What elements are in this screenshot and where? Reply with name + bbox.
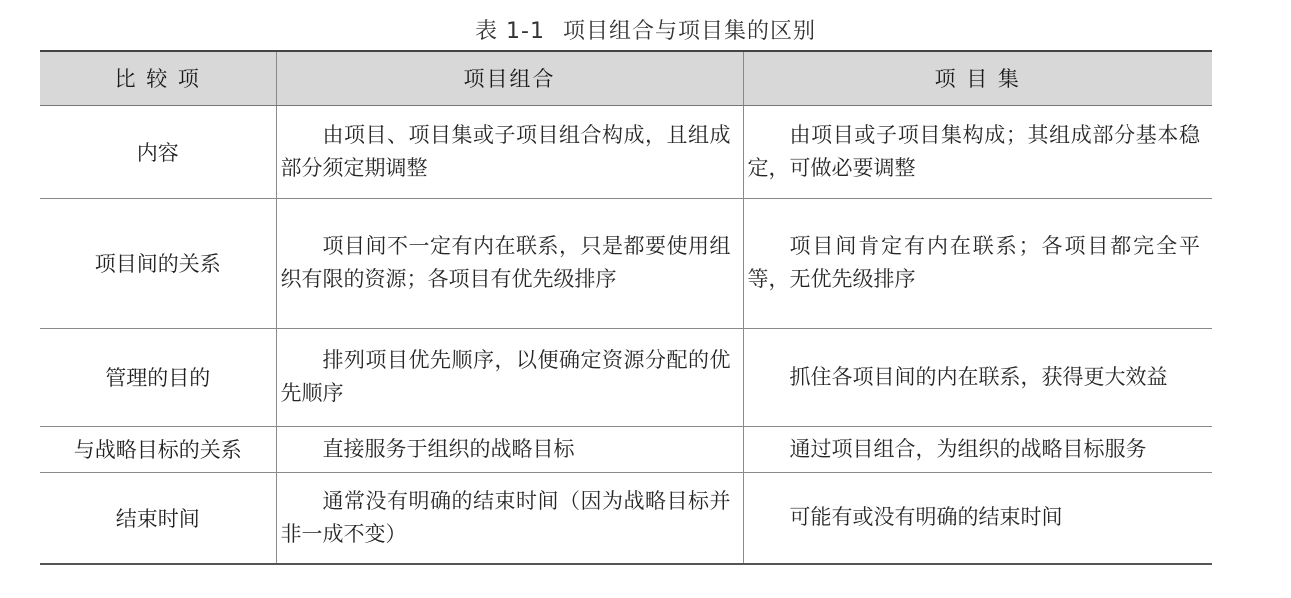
row-label: 项目间的关系 — [40, 198, 276, 328]
program-cell: 由项目或子项目集构成；其组成部分基本稳定，可做必要调整 — [743, 105, 1212, 198]
table-row — [40, 472, 1212, 564]
portfolio-cell: 由项目、项目集或子项目组合构成，且组成部分须定期调整 — [276, 105, 743, 198]
table-row — [40, 198, 1212, 328]
table-row — [40, 328, 1212, 426]
table-title: 项目组合与项目集的区别 — [562, 19, 816, 44]
portfolio-cell: 项目间不一定有内在联系，只是都要使用组织有限的资源；各项目有优先级排序 — [276, 198, 743, 328]
program-cell: 项目间肯定有内在联系；各项目都完全平等，无优先级排序 — [743, 198, 1212, 328]
program-cell: 通过项目组合，为组织的战略目标服务 — [743, 426, 1212, 472]
program-cell: 抓住各项目间的内在联系，获得更大效益 — [743, 328, 1212, 426]
portfolio-cell: 直接服务于组织的战略目标 — [276, 426, 743, 472]
portfolio-cell: 通常没有明确的结束时间（因为战略目标并非一成不变） — [276, 472, 743, 564]
row-label: 内容 — [40, 105, 276, 198]
comparison-table — [40, 50, 1212, 565]
table-number: 表 1-1 — [475, 19, 545, 44]
portfolio-cell: 排列项目优先顺序，以便确定资源分配的优先顺序 — [276, 328, 743, 426]
row-label: 管理的目的 — [40, 328, 276, 426]
header-portfolio: 项目组合 — [276, 51, 743, 105]
table-caption — [0, 14, 1291, 45]
table-row — [40, 426, 1212, 472]
row-label: 结束时间 — [40, 472, 276, 564]
table-row — [40, 105, 1212, 198]
header-program: 项 目 集 — [743, 51, 1212, 105]
row-label: 与战略目标的关系 — [40, 426, 276, 472]
header-comparison-item: 比 较 项 — [40, 51, 276, 105]
header-row — [40, 51, 1212, 105]
program-cell: 可能有或没有明确的结束时间 — [743, 472, 1212, 564]
